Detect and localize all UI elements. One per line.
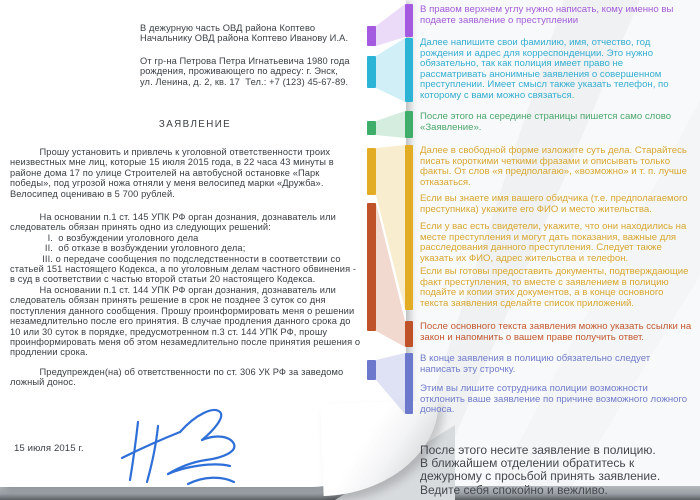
annotation-text-body-2: Если вы знаете имя вашего обидчика (т.е. предполагаемого преступника) укажите его ФИО и место жительства. xyxy=(420,193,688,215)
annotation-text-recipient: В правом верхнем углу нужно написать, кому именно вы подаете заявление о преступлении xyxy=(420,4,674,26)
annotation-bar-4 xyxy=(405,145,413,310)
annotation-bar-5 xyxy=(405,321,413,347)
doc-marker-legal xyxy=(367,203,376,331)
annotation-text-applicant: Далее напишите свои фамилию, имя, отчество, год рождения и адрес для корреспонденции. Это нужно обязательно, так как полиция имеет право не рассматривать анонимные заявления о совершенном преступлении. Имеет смысл также указать телефон, по которому с вами можно связаться. xyxy=(420,37,669,101)
statement-date: 15 июля 2015 г. xyxy=(14,443,84,454)
annotation-text-body-4: Если вы готовы предоставить документы, подтверждающие факт преступления, то вместе с заявлением в полицию подайте и копии этих документов, а в конце основного текста заявления сделайте список приложений. xyxy=(420,266,689,309)
annotation-text-title: После этого на середине страницы пишется само слово «Заявление». xyxy=(420,111,672,133)
handwritten-signature xyxy=(118,400,253,492)
annotation-text-body-1: Далее в свободной форме изложите суть дела. Старайтесь писать короткими четкими фразами и описывать только факты. От слов «я предполагаю», «возможно» и т. п. лучше отказаться. xyxy=(420,145,687,188)
doc-marker-title xyxy=(367,121,376,135)
liability-warning: Предупрежден(на) об ответственности по ст. 306 УК РФ за заведомо ложный донос. xyxy=(10,367,344,388)
footer-instruction: После этого несите заявление в полицию. В ближайшем отделении обратитесь к дежурному с просьбой принять заявление. Ведите себя спокойно и вежливо. xyxy=(420,443,661,497)
annotation-bar-6 xyxy=(405,353,413,414)
doc-marker-body xyxy=(367,148,376,195)
recipient-block: В дежурную часть ОВД района Коптево Начальнику ОВД района Коптево Иванову И.А. xyxy=(140,23,349,44)
doc-marker-warning xyxy=(367,360,376,380)
legal-basis-144: На основании п.1 ст. 144 УПК РФ орган дознания, дознаватель или следователь обязан принять решение в срок не позднее 3 суток со дня поступления данного сообщения. Прошу проинформировать меня о решении незамедлительно после его принятия. В случае продления данного срока до 10 или 30 суток в порядке, предусмотренном п.3 ст. 144 УПК РФ, прошу проинформировать меня об этом незамедлительно после принятия решения о продлении срока. xyxy=(10,285,361,358)
applicant-block: От гр-на Петрова Петра Игнатьевича 1980 года рождения, проживающего по адресу: г. Энск, ул. Ленина, д. 2, кв. 17 Тел.: +7 (123) 45-67-89. xyxy=(140,56,350,87)
annotation-bar-1 xyxy=(405,4,413,37)
doc-marker-recipient xyxy=(367,26,376,46)
annotation-text-warning-2: Этим вы лишите сотрудника полиции возможности отклонить ваше заявление по причине возможного ложного доноса. xyxy=(420,383,688,416)
annotation-bar-2 xyxy=(405,38,413,102)
annotation-text-warning-1: В конце заявления в полицию обязательно следует написать эту строчку. xyxy=(420,353,651,375)
annotation-text-legal: После основного текста заявления можно указать ссылки на закон и напомнить о вашем праве получить ответ. xyxy=(420,321,692,343)
annotation-bar-3 xyxy=(405,111,413,138)
legal-basis-145: На основании п.1 ст. 145 УПК РФ орган дознания, дознаватель или следователь обязан принять одно из следующих решений: I. о возбуждении уголовного дела II. об отказе в возбуждении уголовного дела; III. о передаче сообщения по подследственности в соответствии со статьей 151 настоящего Кодекса, а по уголовным делам частного обвинения - в суд в соответствии с частью второй статьи 20 настоящего Кодекса. xyxy=(10,212,357,285)
annotation-text-body-3: Если у вас есть свидетели, укажите, что они находились на месте преступления и могут дать показания, важные для расследования данного преступления. Следует также указать их ФИО, адрес жительства и телефон. xyxy=(420,221,687,264)
doc-marker-applicant xyxy=(367,56,376,88)
statement-body: Прошу установить и привлечь к уголовной ответственности троих неизвестных мне лиц, которые 15 июля 2015 года, в 22 часа 43 минуты в районе дома 17 по улице Строителей на автобусной остановке «Парк победы», под угрозой ножа отняли у меня велосипед марки «Дружба». Велосипед оцениваю в 5 700 рублей. xyxy=(10,147,334,199)
statement-title: ЗАЯВЛЕНИЕ xyxy=(158,119,232,130)
